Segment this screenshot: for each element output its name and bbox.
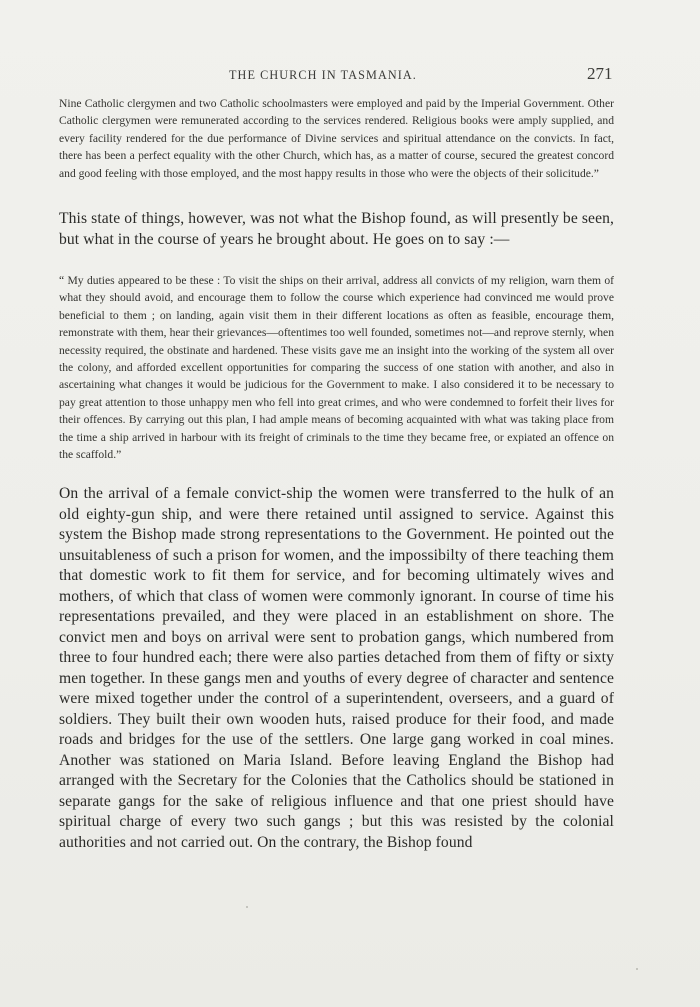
page-number: 271 [587,64,613,83]
paper-speck [246,906,248,908]
running-head-title: THE CHURCH IN TASMANIA. [229,68,417,82]
paper-speck [636,968,638,970]
body-paragraph-1: This state of things, however, was not what the Bishop found, as will presently be seen, but what in the course of years he brought about. He goes on to say :— [59,210,614,248]
block-quote: “ My duties appeared to be these : To visit the ships on their arrival, address all convicts of my religion, warn them of what they should avoid, and encourage them to follow the course which experience had convinced me would prove beneficial to them ; on landing, again visit them in their different locations as often as feasible, encourage them, remonstrate with them, hear their grievances—oftentimes too well founded, sometimes not—and reprove sternly, when necessity required, the obstinate and hardened. These visits gave me an insight into the working of the system all over the colony, and afforded excellent opportunities for comparing the success of one station with another, and also in ascertaining what changes it would be judicious for the Government to make. I also considered it to be necessary to pay great attention to those unhappy men who fell into great crimes, and who were condemned to forfeit their lives for their offences. By carrying out this plan, I had ample means of becoming acquainted with what was taking place from the time a ship arrived in harbour with its freight of criminals to the time they became free, or expiated an offence on the scaffold.” [59,274,614,462]
quote-continuation: Nine Catholic clergymen and two Catholic schoolmasters were employed and paid by the Imperial Government. Other Catholic clergymen were remunerated according to the services rendered. Religious books were amply supplied, and every facility rendered for the due performance of Divine services and spiritual attendance on the convicts. In fact, there has been a perfect equality with the other Church, which has, as a matter of course, secured the greatest concord and good feeling with those employed, and the most happy results in those who were the objects of their solicitude.” [59,97,614,180]
body-paragraph-2: On the arrival of a female convict-ship the women were transferred to the hulk of an old eighty-gun ship, and were there retained until assigned to service. Against this system the Bishop made strong representations to the Government. He pointed out the unsuitableness of such a prison for women, and the impossibilty of there teaching them that domestic work to fit them for service, and for becoming ultimately wives and mothers, of which that class of women were commonly ignorant. In course of time his representations prevailed, and they were placed in an establishment on shore. The convict men and boys on arrival were sent to probation gangs, which numbered from three to four hundred each; there were also parties detached from them of fifty or sixty men together. In these gangs men and youths of every degree of character and sentence were mixed together under the control of a superintendent, overseers, and a guard of soldiers. They built their own wooden huts, raised produce for their food, and made roads and bridges for the use of the settlers. One large gang worked in coal mines. Another was stationed on Maria Island. Before leaving England the Bishop had arranged with the Secretary for the Colonies that the Catholics should be stationed in separate gangs for the sake of religious influence and that one priest should have spiritual charge of every two such gangs ; but this was resisted by the colonial authorities and not carried out. On the contrary, the Bishop found [59,485,614,851]
running-head [0,64,700,84]
